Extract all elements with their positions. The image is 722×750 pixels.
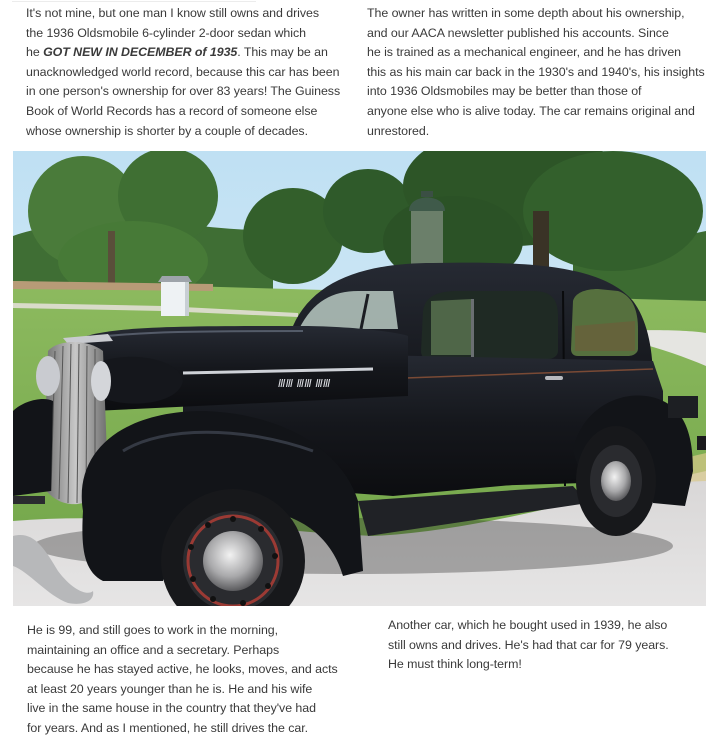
text-fragment: . This may be an <box>237 45 328 60</box>
text-line: unrestored. <box>367 123 430 138</box>
text-line: maintaining an office and a secretary. Perhaps <box>27 642 280 657</box>
text-line: for years. And as I mentioned, he still drives the car. <box>27 720 309 735</box>
text-line: whose ownership is shorter by a couple of decades. <box>26 123 308 138</box>
text-line: Another car, which he bought used in 1939, he also <box>388 618 668 632</box>
text-line: anyone else who is alive today. The car remains original and <box>367 103 695 118</box>
top-divider <box>12 1 256 2</box>
text-line: in one person's ownership for over 83 years! The Guiness <box>26 84 341 99</box>
text-line: He is 99, and still goes to work in the morning, <box>27 623 279 637</box>
text-line: and our AACA newsletter published his accounts. Since <box>367 25 669 40</box>
text-line: He must think long-term! <box>388 657 522 672</box>
text-line <box>26 43 340 63</box>
text-fragment: he <box>26 45 44 60</box>
text-line: because he has stayed active, he looks, moves, and acts <box>27 662 338 677</box>
intro-paragraph-right <box>367 4 705 141</box>
text-line: unacknowledged world record, because this car has been <box>26 64 340 79</box>
intro-paragraph-left <box>26 4 340 141</box>
text-line: he is trained as a mechanical engineer, and he has driven <box>367 45 682 60</box>
svg-text:ⅢⅢ ⅢⅢ ⅢⅢ: ⅢⅢ ⅢⅢ ⅢⅢ <box>278 377 331 390</box>
text-line: still owns and drives. He's had that car for 79 years. <box>388 637 669 652</box>
text-line: this as his main car back in the 1930's and 1940's, his insights <box>367 64 705 79</box>
text-line: It's not mine, but one man I know still owns and drives <box>26 6 320 20</box>
text-line: Book of World Records has a record of someone else <box>26 103 318 118</box>
text-line: the 1936 Oldsmobile 6-cylinder 2-door sedan which <box>26 25 306 40</box>
car-photo <box>13 151 706 606</box>
text-line: into 1936 Oldsmobiles may be better than those of <box>367 84 642 99</box>
outro-paragraph-right <box>388 616 669 675</box>
text-line: live in the same house in the country that they've had <box>27 701 316 716</box>
text-line: at least 20 years younger than he is. He and his wife <box>27 681 313 696</box>
emphasis-purchase-date: GOT NEW IN DECEMBER of 1935 <box>43 45 238 60</box>
outro-paragraph-left <box>27 621 338 739</box>
text-line: The owner has written in some depth about his ownership, <box>367 6 685 20</box>
